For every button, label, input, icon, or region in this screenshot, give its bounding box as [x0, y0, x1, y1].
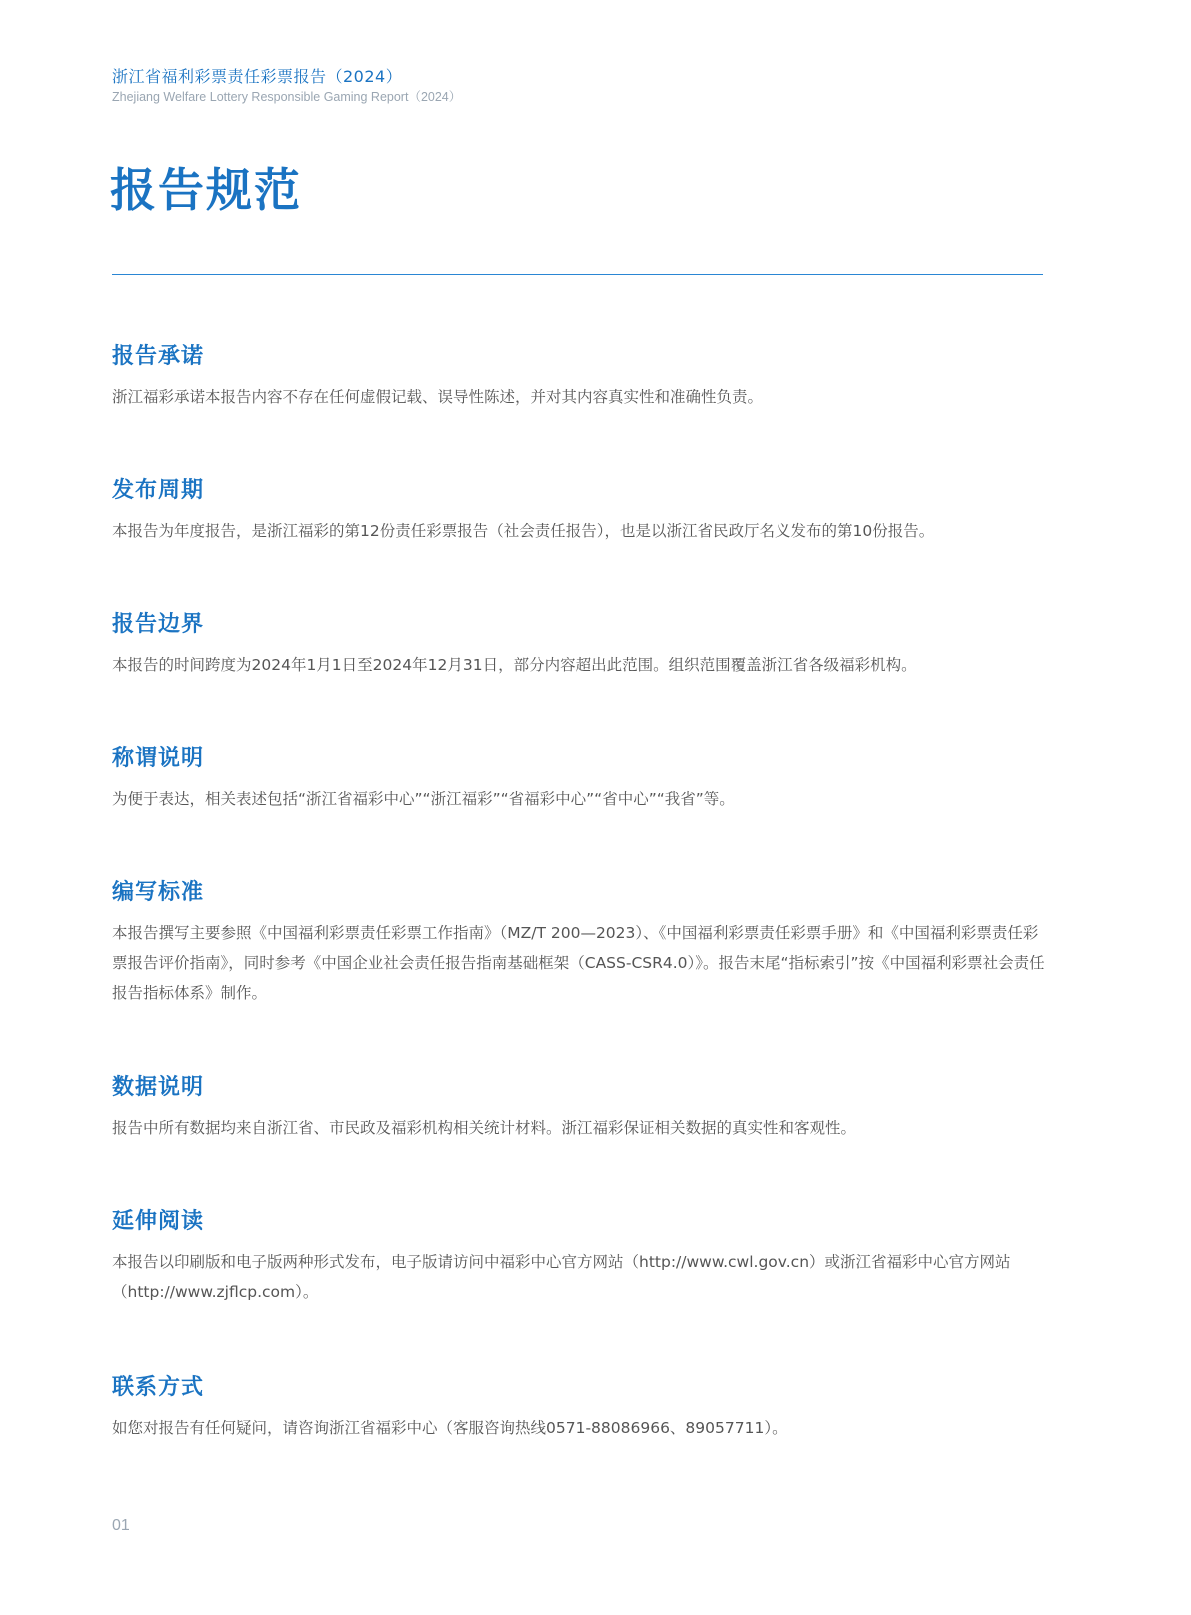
section-body: 为便于表达，相关表述包括“浙江省福彩中心”“浙江福彩”“省福彩中心”“省中心”“我省”等。 — [112, 790, 735, 808]
section-data-description — [112, 1073, 1047, 1143]
section-body: 本报告的时间跨度为2024年1月1日至2024年12月31日，部分内容超出此范围。组织范围覆盖浙江省各级福彩机构。 — [112, 656, 917, 674]
section-title: 称谓说明 — [112, 746, 205, 771]
section-title: 报告承诺 — [112, 344, 205, 369]
section-body: 本报告为年度报告，是浙江福彩的第12份责任彩票报告（社会责任报告），也是以浙江省民政厅名义发布的第10份报告。 — [112, 522, 935, 540]
section-title: 编写标准 — [112, 880, 205, 905]
section-compilation-standards — [112, 878, 1047, 1008]
page-number: 01 — [112, 1517, 130, 1534]
header-title-cn: 浙江省福利彩票责任彩票报告（2024） — [112, 67, 403, 86]
section-body: 如您对报告有任何疑问，请咨询浙江省福彩中心（客服咨询热线0571-88086966、89057711）。 — [112, 1419, 788, 1437]
section-body: 本报告以印刷版和电子版两种形式发布，电子版请访问中福彩中心官方网站（http://www.cwl.gov.cn）或浙江省福彩中心官方网站（http://www.zjflcp.com）。 — [112, 1253, 1011, 1301]
section-body: 浙江福彩承诺本报告内容不存在任何虚假记载、误导性陈述，并对其内容真实性和准确性负责。 — [112, 388, 764, 406]
section-title: 联系方式 — [112, 1375, 205, 1400]
page-title: 报告规范 — [110, 163, 302, 217]
section-report-boundary — [112, 610, 1047, 680]
title-divider — [112, 274, 1043, 275]
section-contact — [112, 1373, 1047, 1443]
section-title: 发布周期 — [112, 478, 205, 503]
section-title: 报告边界 — [112, 612, 205, 637]
running-header — [112, 66, 461, 106]
section-terminology — [112, 744, 1047, 814]
section-body: 本报告撰写主要参照《中国福利彩票责任彩票工作指南》（MZ/T 200—2023）、《中国福利彩票责任彩票手册》和《中国福利彩票责任彩票报告评价指南》，同时参考《中国企业社会责任报告指南基础框架（CASS-CSR4.0）》。报告末尾“指标索引”按《中国福利彩票社会责任报告指标体系》制作。 — [112, 924, 1045, 1002]
section-further-reading — [112, 1207, 1047, 1307]
section-body: 报告中所有数据均来自浙江省、市民政及福彩机构相关统计材料。浙江福彩保证相关数据的真实性和客观性。 — [112, 1119, 857, 1137]
section-release-cycle — [112, 476, 1047, 546]
section-title: 数据说明 — [112, 1075, 205, 1100]
header-title-en: Zhejiang Welfare Lottery Responsible Gaming Report（2024） — [112, 90, 462, 104]
section-report-commitment — [112, 342, 1047, 412]
section-title: 延伸阅读 — [112, 1209, 205, 1234]
